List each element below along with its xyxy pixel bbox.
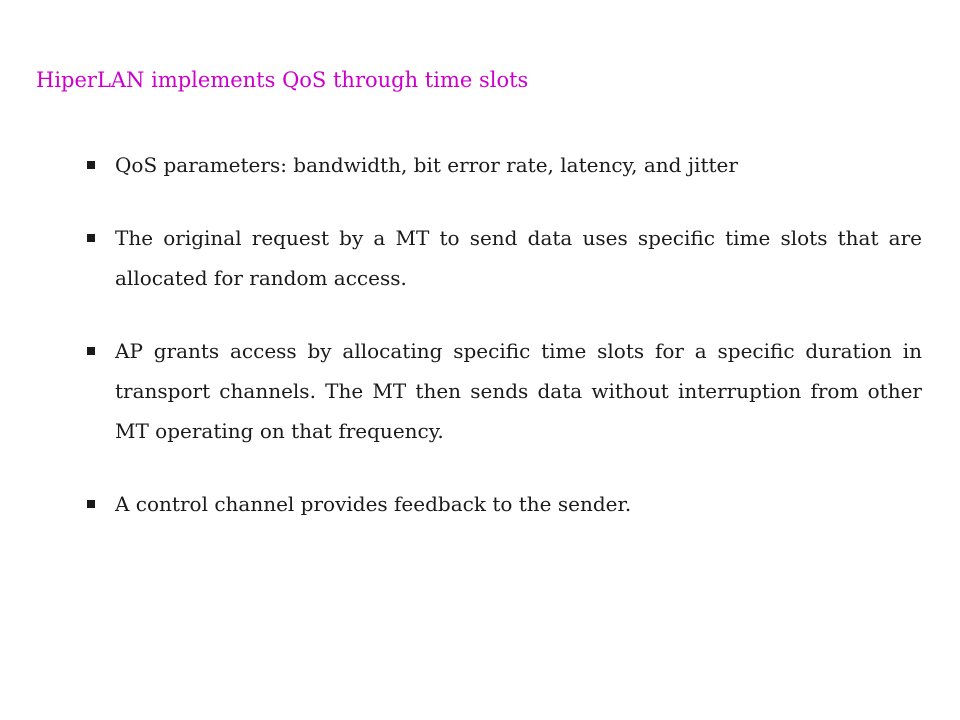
bullet-item	[82, 331, 922, 451]
square-bullet-icon	[87, 347, 95, 355]
square-bullet-icon	[87, 500, 95, 508]
square-bullet-icon	[87, 161, 95, 169]
bullet-item	[82, 145, 922, 185]
bullet-text: The original request by a MT to send data uses specific time slots that are allocated for random access.	[115, 226, 922, 290]
bullet-text: QoS parameters: bandwidth, bit error rate, latency, and jitter	[115, 153, 738, 177]
slide-title: HiperLAN implements QoS through time slots	[36, 68, 529, 92]
bullet-list	[82, 145, 922, 524]
bullet-item	[82, 218, 922, 298]
bullet-item	[82, 484, 922, 524]
bullet-text: A control channel provides feedback to the sender.	[115, 492, 632, 516]
square-bullet-icon	[87, 234, 95, 242]
bullet-text: AP grants access by allocating specific time slots for a specific duration in transport channels. The MT then sends data without interruption from other MT operating on that frequency.	[115, 339, 922, 443]
